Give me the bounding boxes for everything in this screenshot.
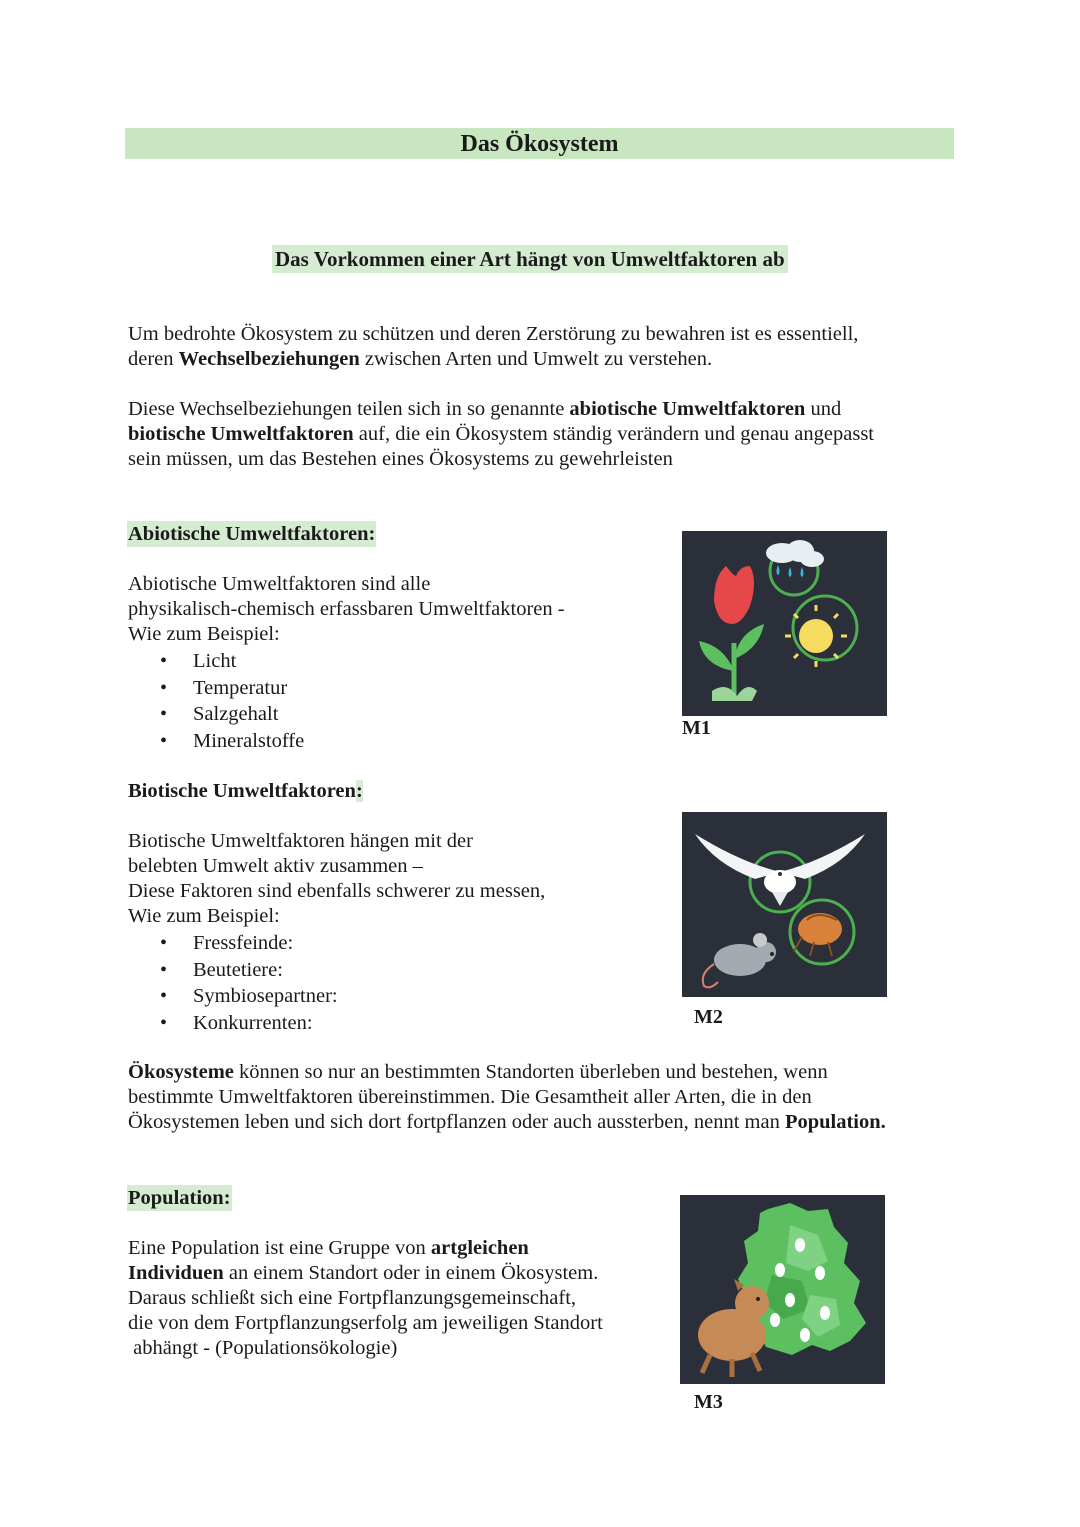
ecosystem-text: können so nur an bestimmten Standorten überleben und bestehen, wenn bbox=[233, 1061, 828, 1083]
m1-flower-sun-rain-icon bbox=[682, 531, 887, 716]
section-subtitle: Das Vorkommen einer Art hängt von Umweltfaktoren ab bbox=[272, 245, 788, 273]
intro-text: sein müssen, um das Bestehen eines Ökosystems zu gewehrleisten bbox=[128, 448, 673, 470]
biotic-line: Diese Faktoren sind ebenfalls schwerer zu messen, bbox=[128, 880, 546, 902]
biotic-line: Biotische Umweltfaktoren hängen mit der bbox=[128, 830, 473, 852]
list-item: • Mineralstoffe bbox=[128, 728, 528, 755]
intro-line: Um bedrohte Ökosystem zu schützen und deren Zerstörung zu bewahren ist es essentiell, bbox=[128, 323, 859, 345]
m1-illustration bbox=[682, 531, 887, 716]
intro-text: deren bbox=[128, 348, 179, 370]
page-title bbox=[125, 128, 954, 159]
biotic-list bbox=[128, 930, 528, 1036]
ecosystem-bold-term: Population. bbox=[784, 1111, 886, 1133]
list-item: • Licht bbox=[128, 648, 528, 675]
population-text: Eine Population ist eine Gruppe von bbox=[128, 1237, 431, 1259]
list-item: • Fressfeinde: bbox=[128, 930, 528, 957]
intro-paragraph-1 bbox=[128, 322, 988, 372]
abiotic-heading: Abiotische Umweltfaktoren: bbox=[128, 523, 376, 545]
abiotic-description bbox=[128, 572, 648, 647]
population-text: an einem Standort oder in einem Ökosystem. bbox=[223, 1262, 599, 1284]
m3-illustration bbox=[680, 1195, 885, 1384]
biotic-heading bbox=[128, 778, 363, 804]
abiotic-line: Wie zum Beispiel: bbox=[128, 623, 280, 645]
ecosystem-paragraph bbox=[128, 1060, 1028, 1135]
biotic-description bbox=[128, 829, 668, 929]
population-heading: Population: bbox=[128, 1187, 231, 1209]
intro-text: und bbox=[805, 398, 842, 420]
ecosystem-bold-term: Ökosysteme bbox=[128, 1061, 234, 1083]
list-item: • Symbiosepartner: bbox=[128, 983, 528, 1010]
m2-illustration bbox=[682, 812, 887, 997]
abiotic-line: Abiotische Umweltfaktoren sind alle bbox=[128, 573, 431, 595]
list-item: • Salzgehalt bbox=[128, 701, 528, 728]
population-description bbox=[128, 1236, 668, 1361]
biotic-line: Wie zum Beispiel: bbox=[128, 905, 280, 927]
population-text: die von dem Fortpflanzungserfolg am jeweiligen Standort bbox=[128, 1312, 603, 1334]
m1-caption: M1 bbox=[682, 717, 711, 739]
intro-bold-term: abiotische Umweltfaktoren bbox=[569, 398, 806, 420]
abiotic-line: physikalisch-chemisch erfassbaren Umweltfaktoren - bbox=[128, 598, 565, 620]
abiotic-list bbox=[128, 648, 528, 754]
m3-caption: M3 bbox=[694, 1391, 723, 1413]
population-bold-term: artgleichen bbox=[430, 1237, 529, 1259]
ecosystem-text: bestimmte Umweltfaktoren übereinstimmen. Die Gesamtheit aller Arten, die in den bbox=[128, 1086, 812, 1108]
biotic-line: belebten Umwelt aktiv zusammen – bbox=[128, 855, 423, 877]
ecosystem-text: Ökosystemen leben und sich dort fortpflanzen oder auch aussterben, nennt man bbox=[128, 1111, 785, 1133]
list-item: • Temperatur bbox=[128, 675, 528, 702]
intro-text: Diese Wechselbeziehungen teilen sich in so genannte bbox=[128, 398, 570, 420]
population-text: abhängt - (Populationsökologie) bbox=[128, 1337, 398, 1359]
list-item: • Beutetiere: bbox=[128, 957, 528, 984]
population-bold-term: Individuen bbox=[128, 1262, 224, 1284]
m2-bird-mouse-flea-icon bbox=[682, 812, 887, 997]
intro-text: zwischen Arten und Umwelt zu verstehen. bbox=[359, 348, 713, 370]
m3-population-map-icon bbox=[680, 1195, 885, 1384]
intro-bold-term: Wechselbeziehungen bbox=[178, 348, 360, 370]
intro-bold-term: biotische Umweltfaktoren bbox=[128, 423, 354, 445]
intro-paragraph-2 bbox=[128, 397, 1008, 472]
m2-caption: M2 bbox=[694, 1006, 723, 1028]
biotic-heading-colon: : bbox=[355, 780, 363, 802]
list-item: • Konkurrenten: bbox=[128, 1010, 528, 1037]
page-title-text: Das Ökosystem bbox=[460, 131, 619, 157]
intro-text: auf, die ein Ökosystem ständig verändern und genau angepasst bbox=[353, 423, 874, 445]
population-text: Daraus schließt sich eine Fortpflanzungsgemeinschaft, bbox=[128, 1287, 577, 1309]
biotic-heading-text: Biotische Umweltfaktoren bbox=[128, 780, 356, 802]
